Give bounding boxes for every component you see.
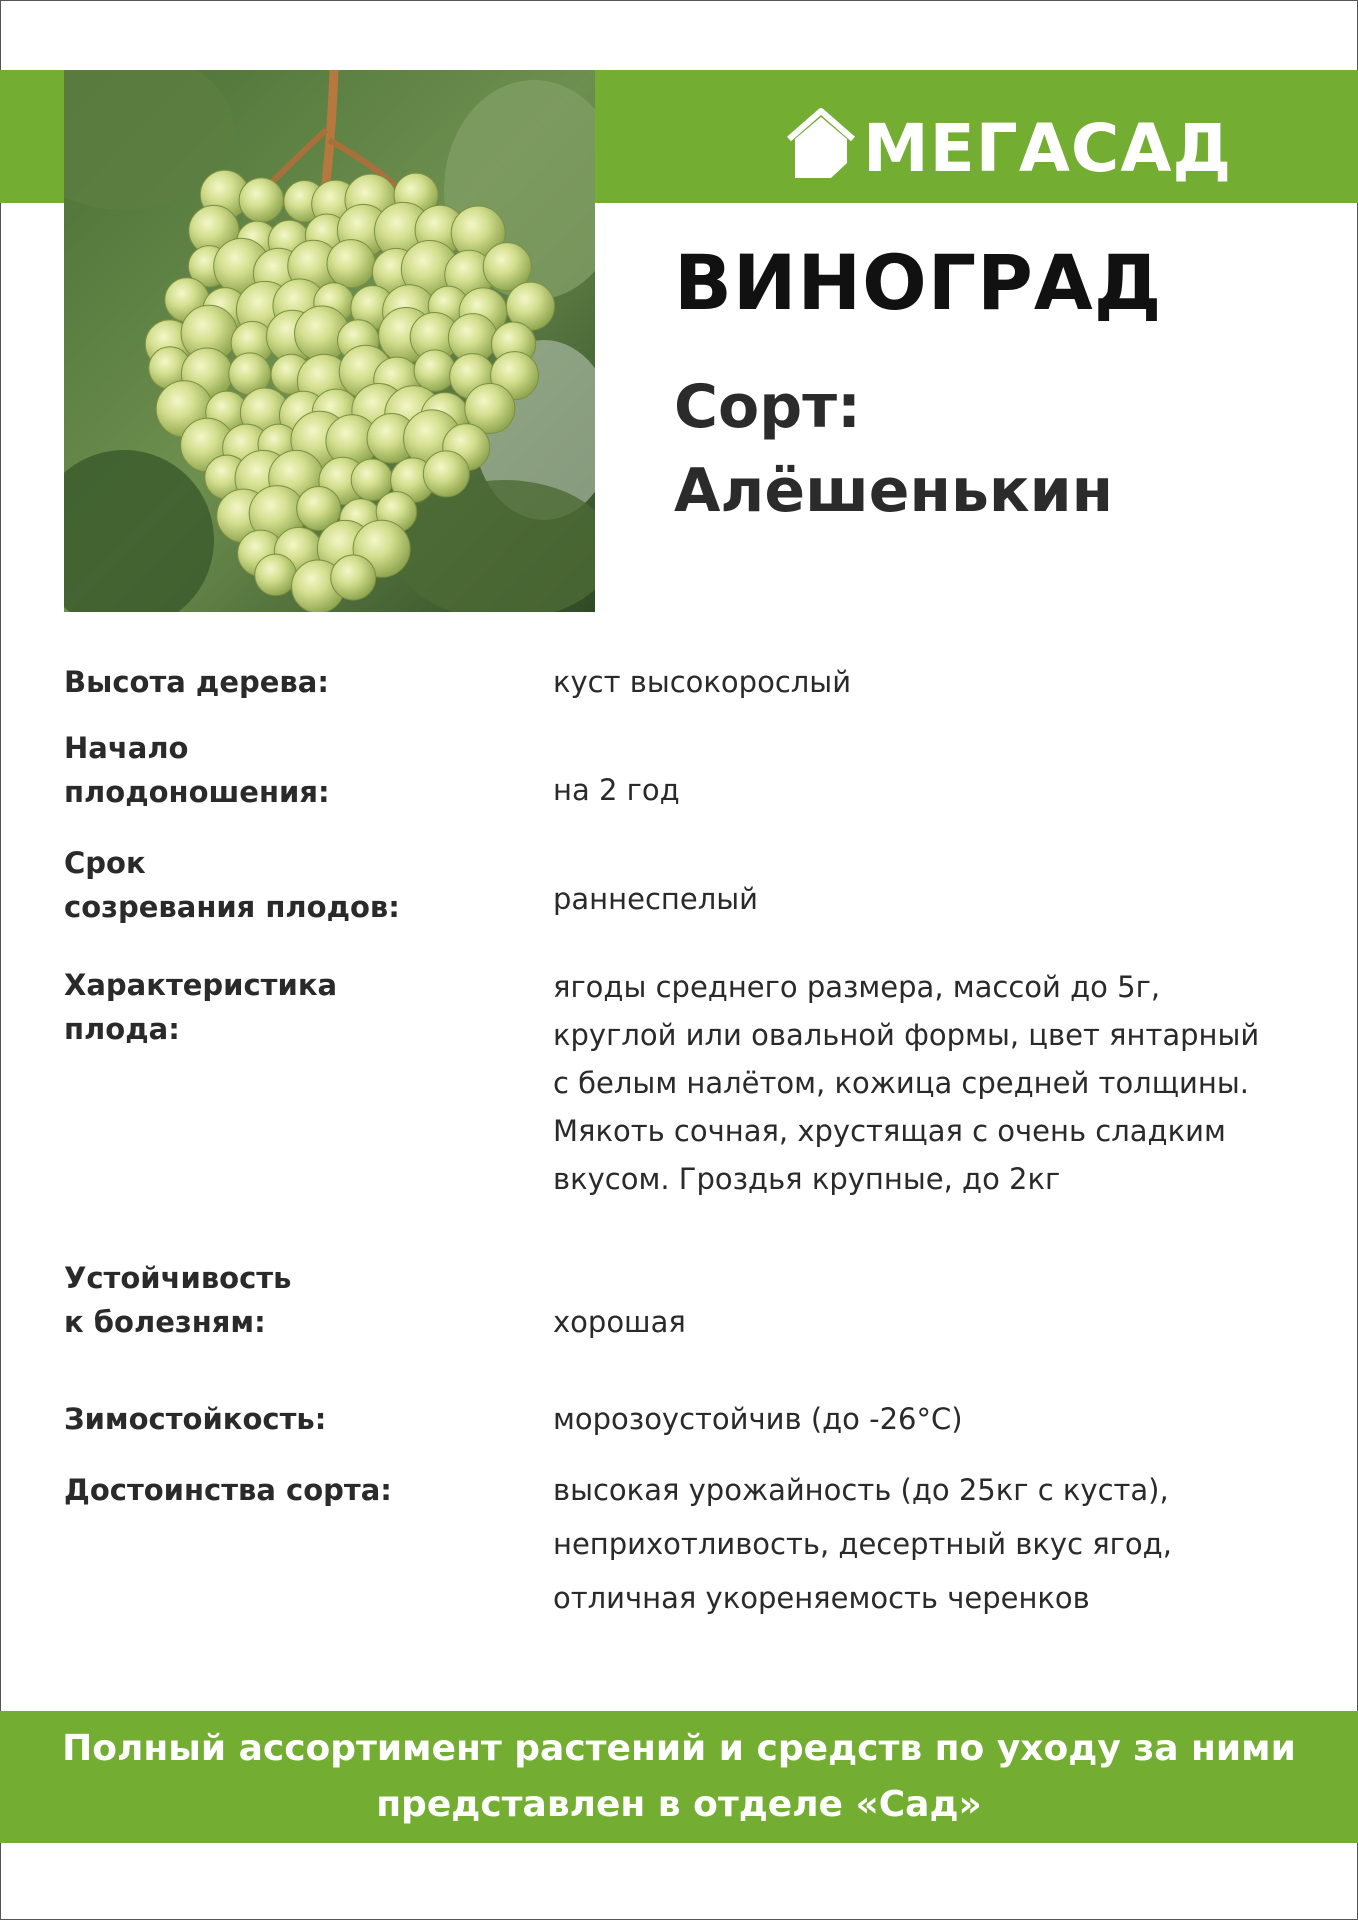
variety-name bbox=[674, 365, 1113, 533]
grape-berry bbox=[331, 555, 376, 600]
spec-label: Характеристика плода: bbox=[64, 968, 338, 1046]
brand-name: МЕГАСАД bbox=[863, 110, 1233, 187]
footer-band bbox=[0, 1711, 1358, 1843]
spec-value: на 2 год bbox=[553, 773, 680, 807]
grape-berry bbox=[423, 451, 469, 497]
spec-label: Зимостойкость: bbox=[64, 1402, 327, 1436]
megasad-logo bbox=[785, 96, 1233, 187]
spec-label: Срок созревания плодов: bbox=[64, 846, 400, 924]
spec-label: Высота дерева: bbox=[64, 665, 329, 699]
house-icon bbox=[785, 105, 857, 180]
variety-value: Алёшенькин bbox=[674, 456, 1114, 526]
spec-value: раннеспелый bbox=[553, 882, 758, 916]
spec-label: Достоинства сорта: bbox=[64, 1473, 392, 1507]
grape-berry bbox=[255, 554, 297, 596]
spec-value: куст высокорослый bbox=[553, 665, 852, 699]
grape-berry bbox=[414, 350, 455, 391]
grape-berry bbox=[239, 178, 283, 222]
grape-cluster-photo bbox=[64, 70, 595, 612]
variety-label: Сорт: bbox=[674, 372, 861, 442]
spec-value: хорошая bbox=[553, 1305, 686, 1339]
footer-message: Полный ассортимент растений и средств по уходу за ними представлен в отделе «Сад» bbox=[62, 1728, 1296, 1825]
spec-label: Начало плодоношения: bbox=[64, 731, 330, 809]
grape-cluster-image bbox=[64, 70, 595, 612]
spec-value: морозоустойчив (до -26°С) bbox=[553, 1402, 963, 1436]
spec-label: Устойчивость к болезням: bbox=[64, 1261, 292, 1339]
spec-value-multiline: высокая урожайность (до 25кг с куста), неприхотливость, десертный вкус ягод, отличная укореняемость черенков bbox=[553, 1473, 1172, 1615]
product-title: ВИНОГРАД bbox=[674, 238, 1163, 327]
grape-berry bbox=[327, 240, 375, 288]
spec-value-multiline: ягоды среднего размера, массой до 5г, круглой или овальной формы, цвет янтарный с белым налётом, кожица средней толщины. Мякоть сочная, хрустящая с очень сладким вкусом. Гроздья крупные, до 2кг bbox=[553, 970, 1260, 1196]
